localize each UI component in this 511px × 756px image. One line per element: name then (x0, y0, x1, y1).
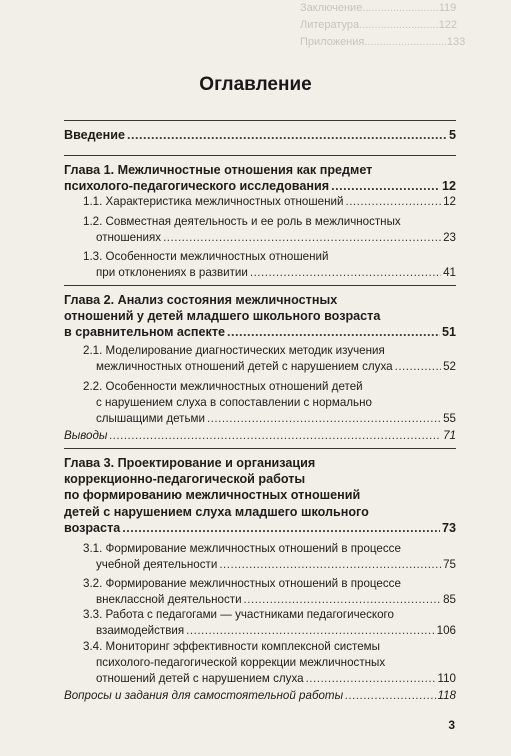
toc-entry-text: взаимодействия (96, 623, 185, 637)
toc-entry-text: с нарушением слуха в сопоставлении с нормально (96, 395, 372, 409)
toc-entry-text: 3.3. Работа с педагогами — участниками педагогического (83, 608, 394, 621)
toc-section-entry[interactable] (83, 639, 456, 686)
toc-entry-text: Глава 2. Анализ состояния межличностных (64, 293, 338, 307)
chapter-rule (64, 285, 456, 286)
toc-entry-text: 3.2. Формирование межличностных отношений в процессе (83, 577, 401, 590)
dot-leader (306, 671, 436, 687)
dot-leader (395, 359, 442, 375)
toc-section-entry[interactable] (83, 249, 456, 281)
toc-entry-text: по формированию межличностных отношений (64, 488, 361, 503)
toc-entry-text: 3.1. Формирование межличностных отношений в процессе (83, 542, 401, 555)
toc-section-entry[interactable] (83, 607, 456, 639)
toc-entry-text: Выводы (64, 429, 108, 442)
toc-entry-text: внеклассной деятельности (96, 592, 242, 606)
toc-section-entry[interactable] (83, 379, 456, 426)
bleed-through-text (300, 0, 480, 51)
toc-chapter-entry[interactable] (64, 127, 456, 143)
dot-leader (219, 557, 441, 573)
chapter-rule (64, 120, 456, 121)
toc-entry-text: коррекционно-педагогической работы (64, 472, 306, 487)
toc-entry-text: 1.3. Особенности межличностных отношений (83, 250, 329, 263)
toc-section-entry[interactable] (83, 214, 456, 246)
toc-section-entry[interactable] (83, 576, 456, 608)
toc-page-number: 73 (441, 520, 456, 535)
toc-entry-text: психолого-педагогической коррекции межличностных (96, 655, 386, 669)
dot-leader (250, 265, 441, 281)
toc-page-number: 12 (443, 195, 456, 208)
toc-entry-text: психолого-педагогического исследования (64, 179, 330, 194)
toc-entry-text: 1.2. Совместная деятельность и ее роль в межличностных (83, 215, 401, 228)
dot-leader (331, 178, 440, 194)
toc-entry-text: Глава 3. Проектирование и организация (64, 456, 316, 470)
toc-entry-text: 2.2. Особенности межличностных отношений детей (83, 380, 363, 393)
toc-page-number: 55 (443, 411, 456, 425)
chapter-rule (64, 155, 456, 156)
toc-page-number: 71 (443, 429, 456, 442)
toc-page-number: 5 (448, 128, 456, 142)
toc-entry-text: 1.1. Характеристика межличностных отношений (83, 195, 344, 208)
toc-section-entry[interactable] (83, 343, 456, 375)
toc-page-number: 51 (441, 325, 456, 340)
toc-page-number: 110 (437, 671, 456, 685)
toc-chapter-entry[interactable] (64, 455, 456, 536)
page-title: Оглавление (199, 74, 312, 95)
dot-leader (109, 428, 441, 444)
toc-entry-text: Вопросы и задания для самостоятельной работы (64, 689, 344, 702)
toc-entry-text: Глава 1. Межличностные отношения как предмет (64, 163, 373, 177)
toc-entry-text: возраста (64, 520, 121, 535)
toc-section-entry[interactable] (83, 194, 456, 210)
toc-page-number: 12 (441, 179, 456, 194)
toc-entry-text: учебной деятельности (96, 557, 218, 571)
dot-leader (207, 411, 441, 427)
toc-extra-entry[interactable] (64, 688, 456, 704)
bleed-line: Литература..........................122 (300, 19, 457, 31)
toc-entry-text: в сравнительном аспекте (64, 325, 225, 340)
toc-entry-text: отношениях (96, 230, 162, 244)
toc-entry-text: 3.4. Мониторинг эффективности комплексной системы (83, 640, 380, 653)
toc-extra-entry[interactable] (64, 428, 456, 444)
toc-page-number: 52 (443, 359, 456, 373)
toc-page-number: 106 (436, 623, 456, 637)
toc-chapter-entry[interactable] (64, 292, 456, 341)
toc-entry-text: межличностных отношений детей с нарушением слуха (96, 359, 393, 373)
dot-leader (163, 230, 441, 246)
toc-page-number: 75 (443, 557, 456, 571)
toc-section-entry[interactable] (83, 541, 456, 573)
dot-leader (227, 324, 440, 340)
dot-leader (122, 520, 440, 536)
dot-leader (186, 623, 435, 639)
toc-entry-text: отношений у детей младшего школьного возраста (64, 309, 381, 324)
toc-entry-text: при отклонениях в развитии (96, 265, 248, 279)
toc-entry-text: 2.1. Моделирование диагностических методик изучения (83, 344, 385, 357)
dot-leader (345, 688, 435, 704)
toc-page-number: 41 (443, 265, 456, 279)
bleed-line: Заключение.........................119 (300, 2, 457, 14)
toc-entry-text: отношений детей с нарушением слуха (96, 671, 304, 685)
toc-page-number: 23 (443, 230, 456, 244)
page-number: 3 (448, 718, 455, 732)
toc-entry-text: слышащими детьми (96, 411, 205, 425)
toc-chapter-entry[interactable] (64, 162, 456, 194)
toc-entry-text: Введение (64, 128, 126, 142)
dot-leader (244, 592, 442, 608)
dot-leader (127, 127, 447, 143)
toc-page-number: 85 (443, 592, 456, 606)
dot-leader (345, 194, 441, 210)
bleed-line: Приложения...........................133 (300, 36, 466, 48)
chapter-rule (64, 448, 456, 449)
toc-entry-text: детей с нарушением слуха младшего школьного (64, 504, 369, 519)
toc-page-number: 118 (437, 689, 456, 702)
